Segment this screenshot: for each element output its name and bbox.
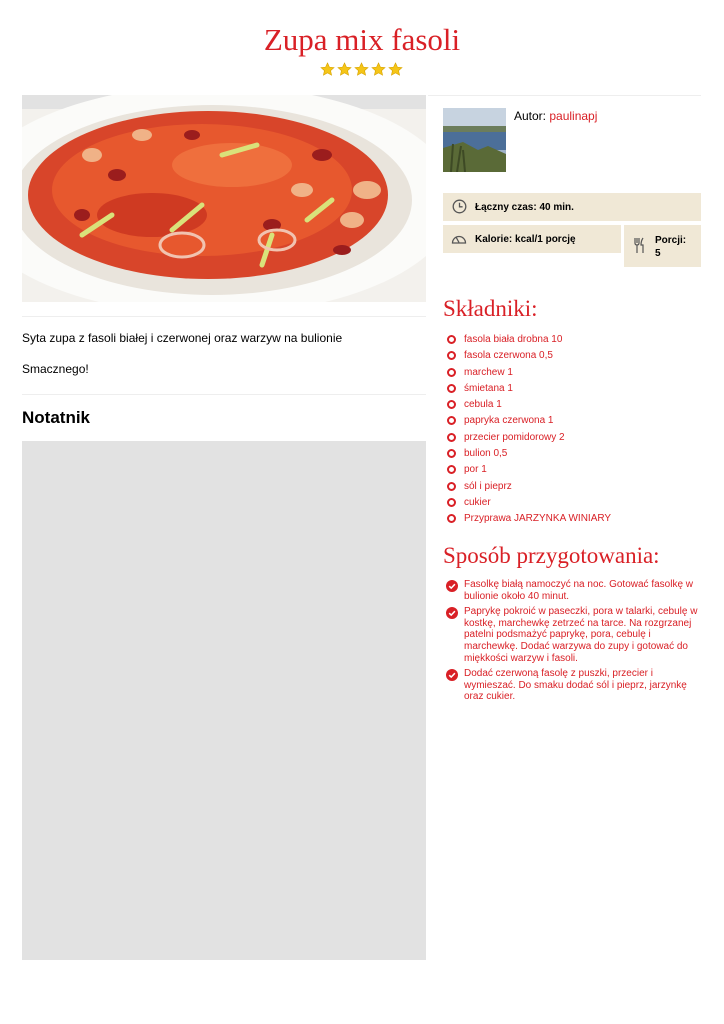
star-icon bbox=[337, 62, 352, 77]
star-icon bbox=[320, 62, 335, 77]
star-icon bbox=[388, 62, 403, 77]
ingredient-text: papryka czerwona 1 bbox=[464, 415, 554, 427]
recipe-title: Zupa mix fasoli bbox=[263, 22, 461, 57]
ingredient-item bbox=[447, 349, 611, 365]
ingredient-text: fasola czerwona 0,5 bbox=[464, 350, 553, 362]
divider bbox=[428, 95, 701, 96]
bullet-circle-icon bbox=[447, 400, 456, 409]
step-item bbox=[446, 579, 701, 602]
ingredient-item bbox=[447, 496, 611, 512]
divider bbox=[22, 316, 426, 317]
gauge-icon bbox=[451, 232, 467, 245]
ingredient-item bbox=[447, 333, 611, 349]
calories-box bbox=[443, 225, 621, 253]
ingredient-text: por 1 bbox=[464, 464, 487, 476]
ingredients-title: Składniki: bbox=[443, 296, 538, 321]
rating-stars bbox=[320, 62, 403, 77]
ingredient-text: fasola biała drobna 10 bbox=[464, 334, 563, 345]
bullet-circle-icon bbox=[447, 335, 456, 344]
bullet-circle-icon bbox=[447, 416, 456, 425]
recipe-closing: Smacznego! bbox=[22, 362, 89, 376]
ingredient-item bbox=[447, 366, 611, 382]
ingredient-item bbox=[447, 512, 611, 528]
step-item bbox=[446, 668, 701, 703]
check-circle-icon bbox=[446, 669, 458, 681]
step-text: Fasolkę białą namoczyć na noc. Gotować fasolkę w bulionie około 40 minut. bbox=[464, 579, 693, 602]
ingredient-item bbox=[447, 382, 611, 398]
ingredient-item bbox=[447, 480, 611, 496]
step-text: Paprykę pokroić w paseczki, pora w talarki, cebulę w kostkę, marchewkę zetrzeć na tarce. Na rozgrzanej patelni podsmażyć paprykę, pora, cebulę i marchewkę. Dodać warzywa do zupy i gotować do miękkości warzyw i fasoli. bbox=[464, 606, 698, 664]
step-item bbox=[446, 606, 701, 664]
servings-label: Porcji: bbox=[655, 235, 687, 246]
calories-text: Kalorie: kcal/1 porcję bbox=[475, 234, 576, 245]
check-circle-icon bbox=[446, 607, 458, 619]
bullet-circle-icon bbox=[447, 482, 456, 491]
ingredient-item bbox=[447, 447, 611, 463]
ingredient-text: przecier pomidorowy 2 bbox=[464, 431, 565, 443]
bullet-circle-icon bbox=[447, 433, 456, 442]
ingredient-item bbox=[447, 431, 611, 447]
check-circle-icon bbox=[446, 580, 458, 592]
author-line bbox=[514, 109, 597, 123]
divider bbox=[22, 394, 426, 395]
ingredient-item bbox=[447, 398, 611, 414]
bullet-circle-icon bbox=[447, 498, 456, 507]
author-name-link[interactable]: paulinapj bbox=[549, 109, 598, 123]
author-label: Autor: bbox=[514, 109, 547, 123]
star-icon bbox=[354, 62, 369, 77]
bullet-circle-icon bbox=[447, 351, 456, 360]
ingredient-item bbox=[447, 463, 611, 479]
ingredients-list bbox=[447, 333, 611, 529]
steps-list bbox=[446, 579, 701, 707]
ingredient-text: sól i pieprz bbox=[464, 480, 512, 492]
cutlery-icon bbox=[634, 237, 645, 254]
clock-icon bbox=[452, 199, 467, 214]
ingredient-text: marchew 1 bbox=[464, 366, 513, 378]
author-avatar bbox=[443, 108, 506, 172]
bullet-circle-icon bbox=[447, 384, 456, 393]
bullet-circle-icon bbox=[447, 368, 456, 377]
bullet-circle-icon bbox=[447, 514, 456, 523]
ingredient-text: cebula 1 bbox=[464, 399, 502, 411]
recipe-description: Syta zupa z fasoli białej i czerwonej oraz warzyw na bulionie bbox=[22, 331, 343, 345]
ingredient-text: śmietana 1 bbox=[464, 382, 513, 394]
total-time-box bbox=[443, 193, 701, 221]
servings-box bbox=[624, 225, 701, 267]
ingredient-text: Przyprawa JARZYNKA WINIARY bbox=[464, 513, 612, 525]
bullet-circle-icon bbox=[447, 449, 456, 458]
total-time-text: Łączny czas: 40 min. bbox=[475, 202, 574, 213]
notes-area bbox=[22, 441, 426, 960]
star-icon bbox=[371, 62, 386, 77]
ingredient-text: cukier bbox=[464, 496, 491, 508]
servings-value: 5 bbox=[655, 248, 661, 259]
step-text: Dodać czerwoną fasolę z puszki, przecier i wymieszać. Do smaku dodać sól i pieprz, jarzynkę oraz cukier. bbox=[464, 668, 687, 703]
steps-title: Sposób przygotowania: bbox=[443, 543, 660, 568]
ingredient-text: bulion 0,5 bbox=[464, 448, 508, 460]
recipe-photo bbox=[22, 95, 426, 302]
bullet-circle-icon bbox=[447, 465, 456, 474]
notes-title: Notatnik bbox=[22, 408, 90, 427]
ingredient-item bbox=[447, 414, 611, 430]
